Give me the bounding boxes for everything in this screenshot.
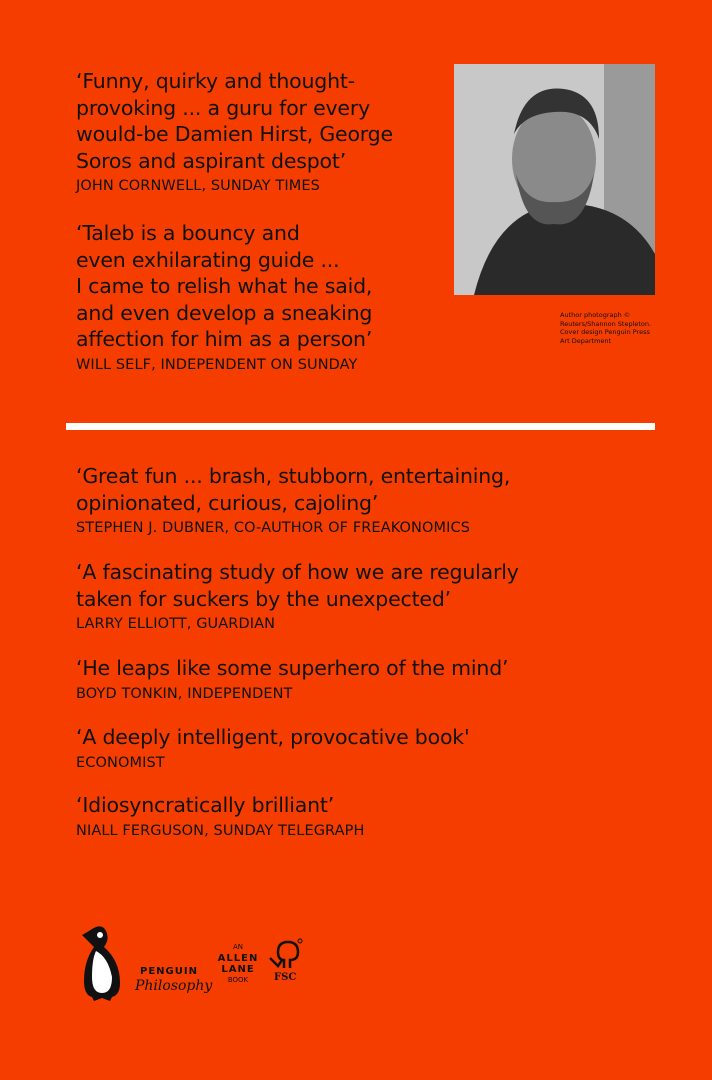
- penguin-label: PENGUIN: [140, 966, 198, 977]
- credit-line: Reuters/Shannon Stepleton.: [560, 319, 652, 328]
- quote-elliott: [76, 559, 519, 634]
- quote-line: taken for suckers by the unexpected’: [76, 586, 451, 611]
- quote-line: ‘Taleb is a bouncy and: [76, 221, 300, 245]
- fsc-tree-icon: [268, 938, 304, 972]
- allen-word: ALLEN: [217, 953, 259, 964]
- quote-line: ‘He leaps like some superhero of the mind’: [76, 656, 509, 680]
- penguin-icon: [80, 925, 126, 1001]
- quote-line: ‘Funny, quirky and thought-: [76, 69, 355, 93]
- quote-cornwell: [76, 68, 393, 196]
- divider-rule: [66, 423, 655, 430]
- lane-word: LANE: [221, 964, 255, 975]
- credit-line: Art Department: [560, 336, 612, 345]
- quote-line: and even develop a sneaking: [76, 300, 373, 325]
- quote-line: affection for him as a person’: [76, 327, 373, 351]
- quote-line: would-be Damien Hirst, George: [76, 122, 393, 146]
- attribution: STEPHEN J. DUBNER, CO-AUTHOR OF FREAKONOMICS: [76, 520, 471, 536]
- author-portrait-icon: [454, 64, 655, 295]
- quote-ferguson: [76, 792, 365, 841]
- quote-line: provoking ... a guru for every: [76, 95, 371, 120]
- quote-economist: [76, 724, 469, 773]
- quote-line: even exhilarating guide ...: [76, 247, 340, 272]
- quote-line: ‘Great fun ... brash, stubborn, entertaining,: [76, 464, 511, 488]
- quote-tonkin: [76, 655, 508, 704]
- quote-line: I came to relish what he said,: [76, 274, 373, 298]
- credit-line: Cover design Penguin Press: [560, 328, 650, 336]
- quote-line: ‘Idiosyncratically brilliant’: [76, 793, 335, 817]
- attribution: NIALL FERGUSON, SUNDAY TELEGRAPH: [76, 822, 365, 839]
- fsc-label: FSC: [274, 972, 297, 983]
- photo-credit: [560, 311, 670, 345]
- philosophy-label: Philosophy: [135, 978, 213, 994]
- quote-line: opinionated, curious, cajoling’: [76, 490, 379, 515]
- quote-line: Soros and aspirant despot’: [76, 148, 347, 173]
- attribution: ECONOMIST: [76, 754, 165, 771]
- credit-line: Author photograph ©: [560, 311, 631, 319]
- quote-line: ‘A fascinating study of how we are regularly: [76, 560, 519, 584]
- attribution: BOYD TONKIN, INDEPENDENT: [76, 685, 293, 702]
- allen-an: AN: [232, 943, 244, 951]
- attribution: WILL SELF, INDEPENDENT ON SUNDAY: [76, 356, 358, 373]
- quote-line: ‘A deeply intelligent, provocative book': [76, 725, 470, 749]
- attribution: LARRY ELLIOTT, GUARDIAN: [76, 616, 276, 632]
- allen-book: BOOK: [227, 976, 249, 984]
- allen-lane-logo: [216, 942, 260, 986]
- quote-self: [76, 220, 372, 375]
- attribution: JOHN CORNWELL, SUNDAY TIMES: [76, 178, 320, 194]
- quote-dubner: [76, 463, 510, 538]
- author-photo: [454, 64, 655, 295]
